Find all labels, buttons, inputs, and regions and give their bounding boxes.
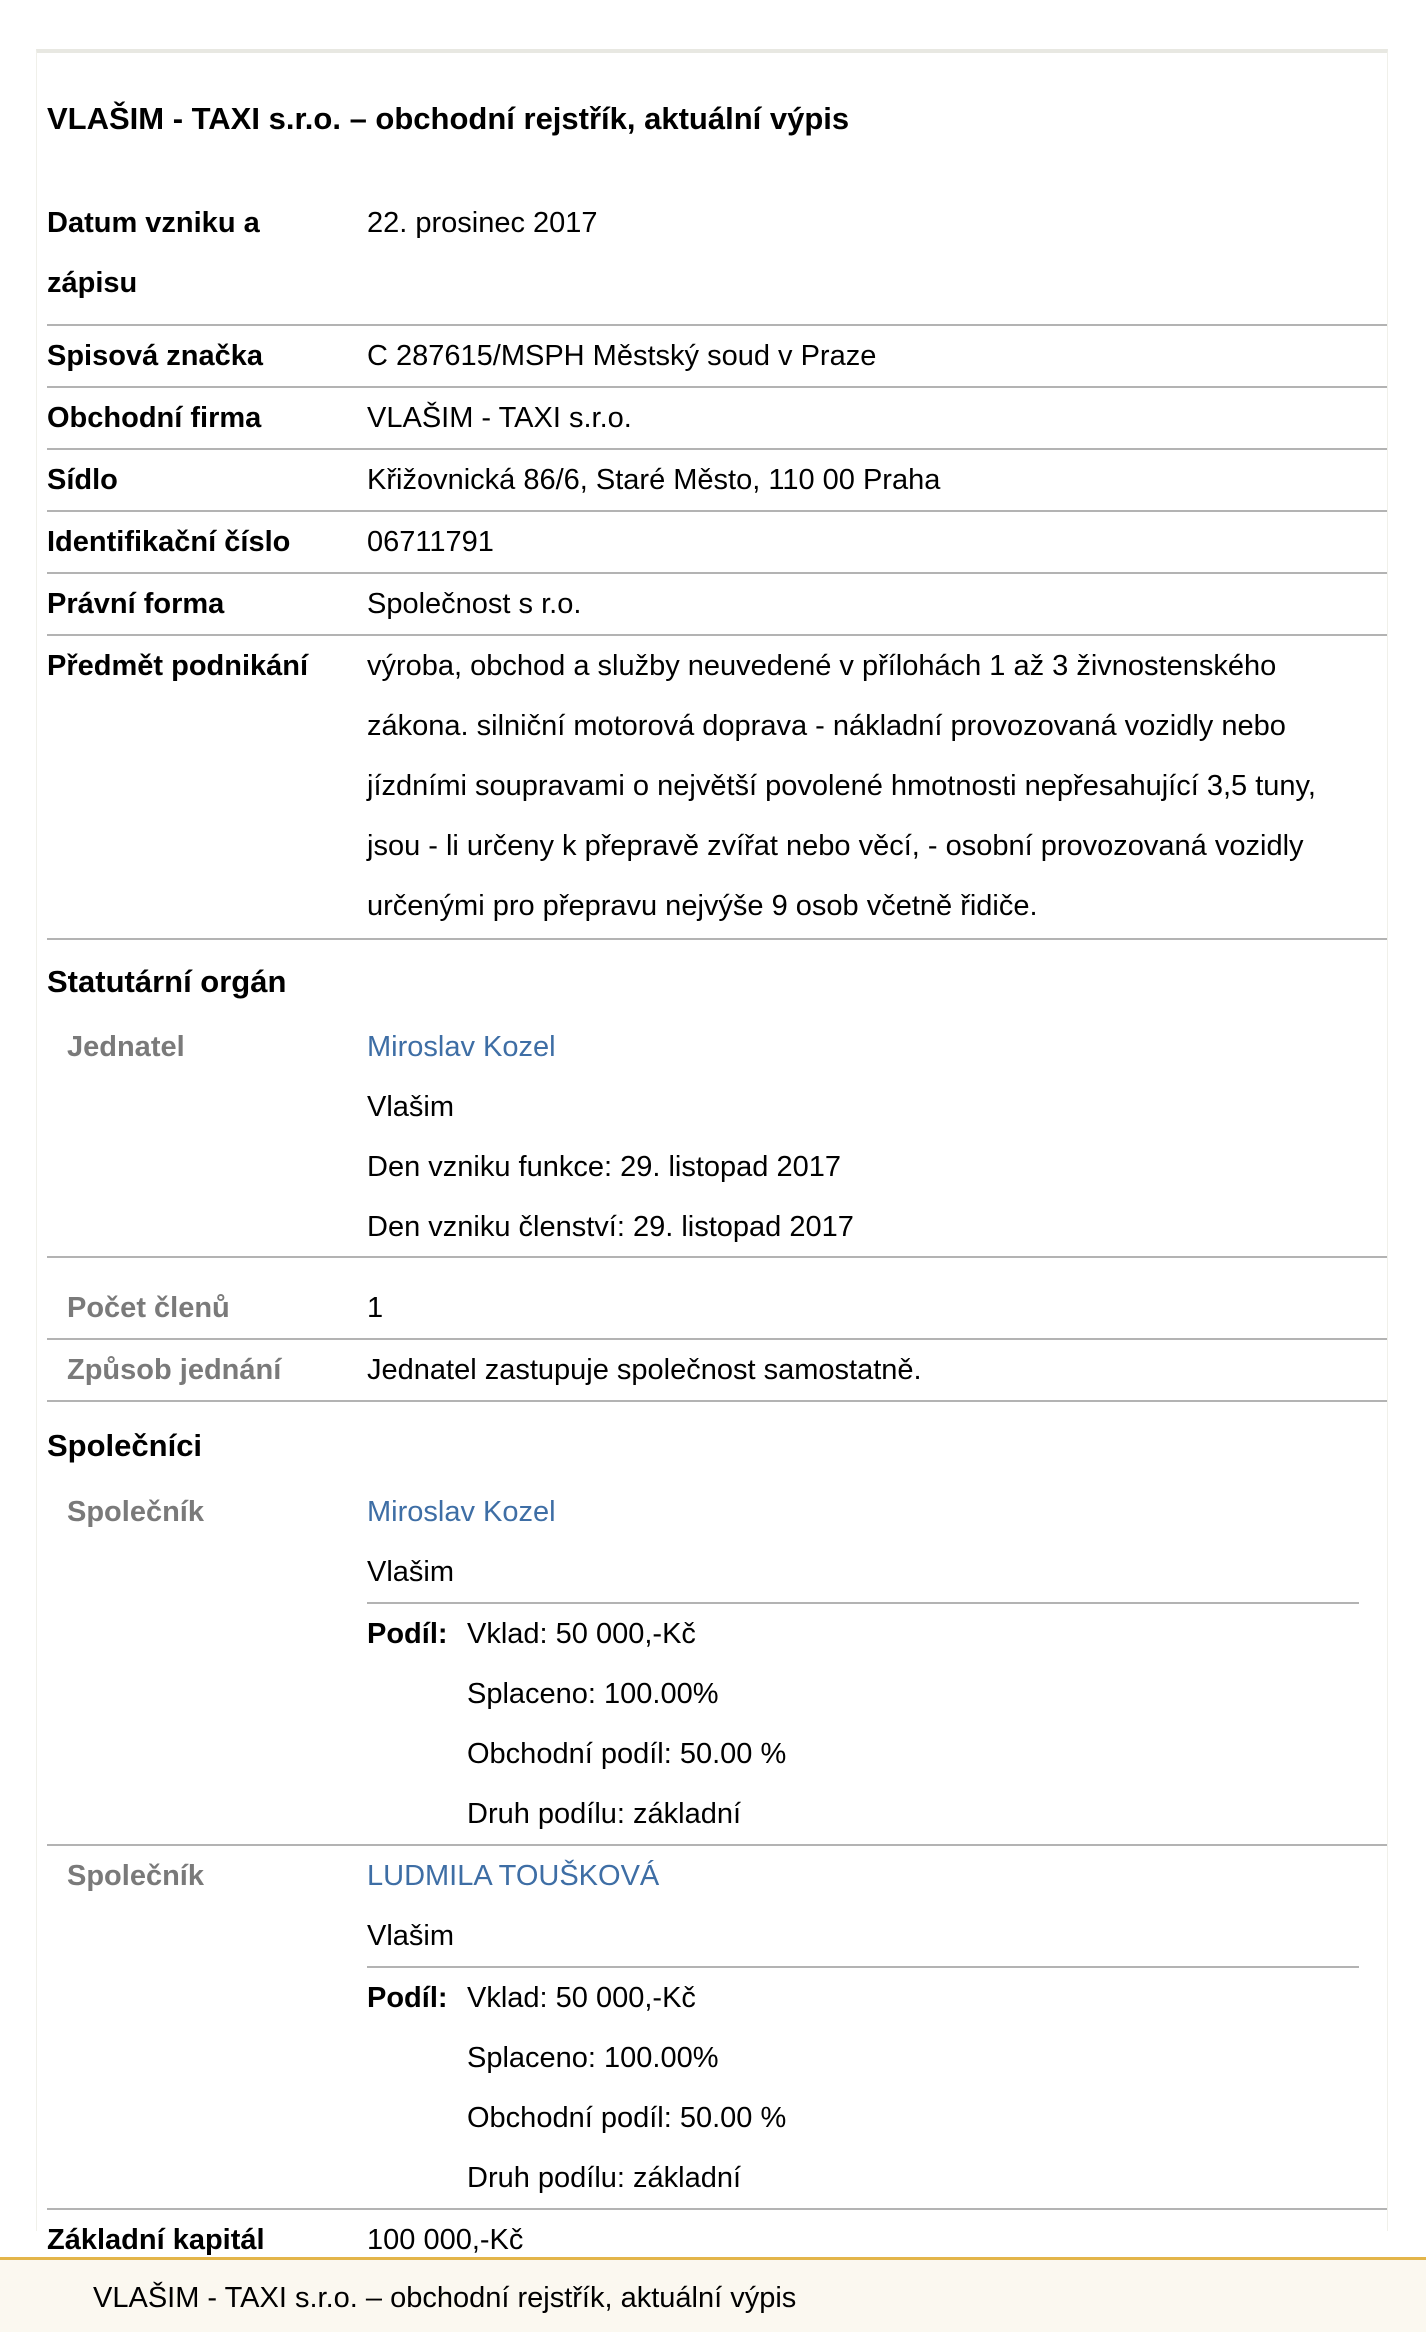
value-predmet-podnikani [367, 636, 1367, 936]
spolecnik-name-link[interactable]: Miroslav Kozel [367, 1496, 556, 1528]
row-jednatel [47, 1017, 1387, 1258]
value-sidlo: Křižovnická 86/6, Staré Město, 110 00 Praha [367, 464, 941, 496]
spolecnik-name-link[interactable]: LUDMILA TOUŠKOVÁ [367, 1860, 660, 1892]
value-pocet-clenu: 1 [367, 1292, 384, 1324]
label-spisova-znacka: Spisová značka [47, 340, 263, 372]
jednatel-vznik-clenstvi: Den vzniku členství: 29. listopad 2017 [367, 1211, 854, 1243]
footer-text: VLAŠIM - TAXI s.r.o. – obchodní rejstřík, aktuální výpis [93, 2282, 797, 2314]
podil-values [467, 1604, 786, 1844]
value-datum-vzniku: 22. prosinec 2017 [367, 207, 598, 239]
row-sidlo [47, 450, 1387, 512]
value-spolecnik [367, 1846, 1367, 1966]
podil-label: Podíl: [367, 1618, 448, 1650]
value-jednatel [367, 1017, 1367, 1257]
row-zpusob-jednani [47, 1340, 1387, 1402]
label-identifikacni-cislo: Identifikační číslo [47, 526, 291, 558]
label-jednatel: Jednatel [67, 1031, 185, 1063]
row-datum-vzniku [47, 193, 1387, 326]
podil-obchodni: Obchodní podíl: 50.00 % [467, 2102, 787, 2134]
predmet-line: jízdními soupravami o největší povolené hmotnosti nepřesahující 3,5 tuny, [367, 770, 1316, 802]
value-identifikacni-cislo: 06711791 [367, 526, 494, 558]
spolecnik-city: Vlašim [367, 1556, 455, 1588]
predmet-line: zákona. silniční motorová doprava - nákladní provozovaná vozidly nebo [367, 710, 1286, 742]
row-spisova-znacka [47, 326, 1387, 388]
predmet-line: výroba, obchod a služby neuvedené v přílohách 1 až 3 živnostenského [367, 650, 1277, 682]
jednatel-name-link[interactable]: Miroslav Kozel [367, 1031, 556, 1063]
heading-spolecnici: Společníci [47, 1428, 203, 1463]
row-spolecnik [47, 1846, 1387, 2210]
registry-card [36, 49, 1388, 2256]
label-sidlo: Sídlo [47, 464, 118, 496]
value-zpusob-jednani: Jednatel zastupuje společnost samostatně. [367, 1354, 922, 1386]
label-zakladni-kapital: Základní kapitál [47, 2224, 265, 2256]
value-obchodni-firma: VLAŠIM - TAXI s.r.o. [367, 402, 632, 434]
row-identifikacni-cislo [47, 512, 1387, 574]
label-spolecnik: Společník [67, 1496, 204, 1528]
podil-label: Podíl: [367, 1982, 448, 2014]
value-spisova-znacka: C 287615/MSPH Městský soud v Praze [367, 340, 877, 372]
label-obchodni-firma: Obchodní firma [47, 402, 262, 434]
podil-druh: Druh podílu: základní [467, 1798, 742, 1830]
value-spolecnik [367, 1482, 1367, 1602]
podil-values [467, 1968, 786, 2208]
label-pocet-clenu: Počet členů [67, 1292, 230, 1324]
jednatel-vznik-funkce: Den vzniku funkce: 29. listopad 2017 [367, 1151, 841, 1183]
label-zpusob-jednani: Způsob jednání [67, 1354, 282, 1386]
podil-vklad: Vklad: 50 000,-Kč [467, 1618, 696, 1650]
podil-splaceno: Splaceno: 100.00% [467, 1678, 719, 1710]
value-pravni-forma: Společnost s r.o. [367, 588, 582, 620]
podil-druh: Druh podílu: základní [467, 2162, 742, 2194]
heading-statutarni-organ: Statutární orgán [47, 964, 287, 999]
label-predmet-podnikani: Předmět podnikání [47, 650, 309, 682]
jednatel-city: Vlašim [367, 1091, 455, 1123]
label-datum-vzniku: Datum vzniku a zápisu [47, 207, 260, 299]
row-pocet-clenu [47, 1278, 1387, 1340]
row-spolecnik [47, 1482, 1387, 1846]
spolecnik-city: Vlašim [367, 1920, 455, 1952]
row-predmet-podnikani [47, 636, 1387, 940]
row-pravni-forma [47, 574, 1387, 636]
footer-bar [0, 2257, 1426, 2332]
page-title: VLAŠIM - TAXI s.r.o. – obchodní rejstřík, aktuální výpis [47, 101, 850, 136]
predmet-line: jsou - li určeny k přepravě zvířat nebo věcí, - osobní provozovaná vozidly [367, 830, 1304, 862]
row-obchodni-firma [47, 388, 1387, 450]
label-pravni-forma: Právní forma [47, 588, 225, 620]
podil-splaceno: Splaceno: 100.00% [467, 2042, 719, 2074]
podil-vklad: Vklad: 50 000,-Kč [467, 1982, 696, 2014]
label-spolecnik: Společník [67, 1860, 204, 1892]
predmet-line: určenými pro přepravu nejvýše 9 osob včetně řidiče. [367, 890, 1038, 922]
podil-obchodni: Obchodní podíl: 50.00 % [467, 1738, 787, 1770]
value-zakladni-kapital: 100 000,-Kč [367, 2224, 524, 2256]
